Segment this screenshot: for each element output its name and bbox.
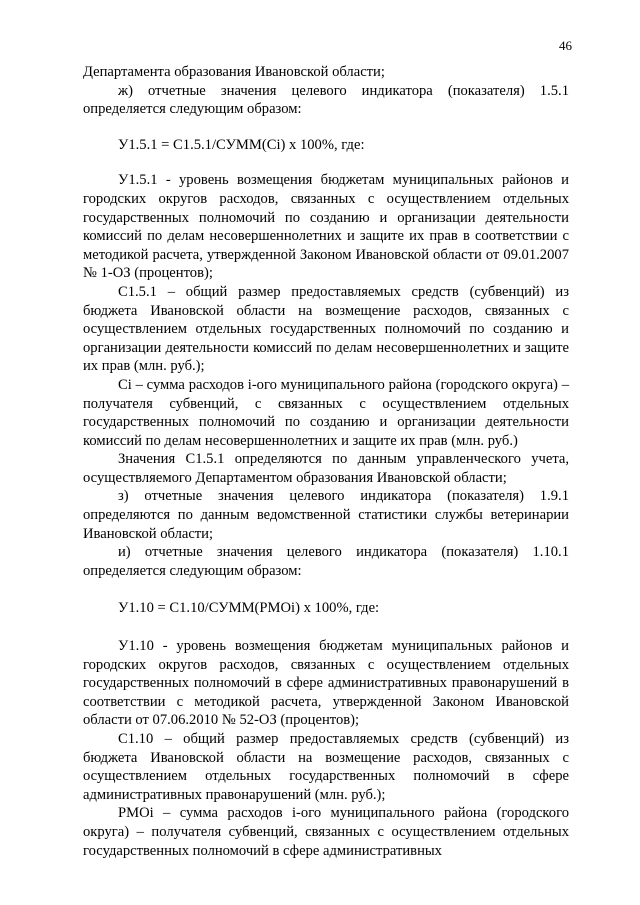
paragraph-continuation: Департамента образования Ивановской области; — [83, 64, 385, 80]
paragraph-item-i: и) отчетные значения целевого индикатора (показателя) 1.10.1 определяется следующим образом: — [83, 544, 569, 579]
paragraph-c151-source: Значения С1.5.1 определяются по данным управленческого учета, осуществляемого Департаментом образования Ивановской области; — [83, 451, 569, 486]
definition-c110: С1.10 – общий размер предоставляемых средств (субвенций) из бюджета Ивановской области на возмещение расходов, связанных с осуществлением отдельных государственных полномочий в сфере административных правонарушений (млн. руб.); — [83, 731, 569, 803]
paragraph-item-zh: ж) отчетные значения целевого индикатора (показателя) 1.5.1 определяется следующим образом: — [83, 82, 569, 118]
definition-ci: Сi – сумма расходов i-ого муниципального района (городского округа) – получателя субвенций, с связанных с осуществлением отдельных государственных полномочий по созданию и организации деятельности комиссий по делам несовершеннолетних и защите их прав (млн. руб.) — [83, 376, 569, 449]
definition-u151: У1.5.1 - уровень возмещения бюджетам муниципальных районов и городских округов расходов, связанных с осуществлением отдельных государственных полномочий по созданию и организации деятельности комиссий по делам несовершеннолетних и защите их прав в соответствии с методикой расчета, утвержденной Законом Ивановской области от 09.01.2007 № 1-ОЗ (процентов); — [83, 172, 569, 282]
formula-u110: У1.10 = С1.10/СУММ(РМОi) х 100%, где: — [118, 600, 380, 617]
page-number: 46 — [559, 38, 572, 53]
paragraph-item-z: з) отчетные значения целевого индикатора (показателя) 1.9.1 определяются по данным ведомственной статистики службы ветеринарии Ивановской области; — [83, 488, 569, 542]
formula-u151: У1.5.1 = С1.5.1/СУММ(Сi) х 100%, где: — [118, 136, 365, 153]
definition-u110: У1.10 - уровень возмещения бюджетам муниципальных районов и городских округов расходов, связанных с осуществлением отдельных государственных полномочий в сфере административных правонарушений в соответствии с методикой расчета, утвержденной Законом Ивановской области от 07.06.2010 № 52-ОЗ (процентов); — [83, 638, 569, 729]
definition-rmoi: РМОi – сумма расходов i-ого муниципального района (городского округа) – получателя субвенций, связанных с осуществлением отдельных государственных полномочий в сфере административных — [83, 805, 569, 859]
document-body — [83, 63, 569, 860]
definition-c151: С1.5.1 – общий размер предоставляемых средств (субвенций) из бюджета Ивановской области на возмещение расходов, связанных с осуществлением отдельных государственных полномочий по созданию и организации деятельности комиссий по делам несовершеннолетних и защите их прав (млн. руб.); — [83, 283, 569, 375]
